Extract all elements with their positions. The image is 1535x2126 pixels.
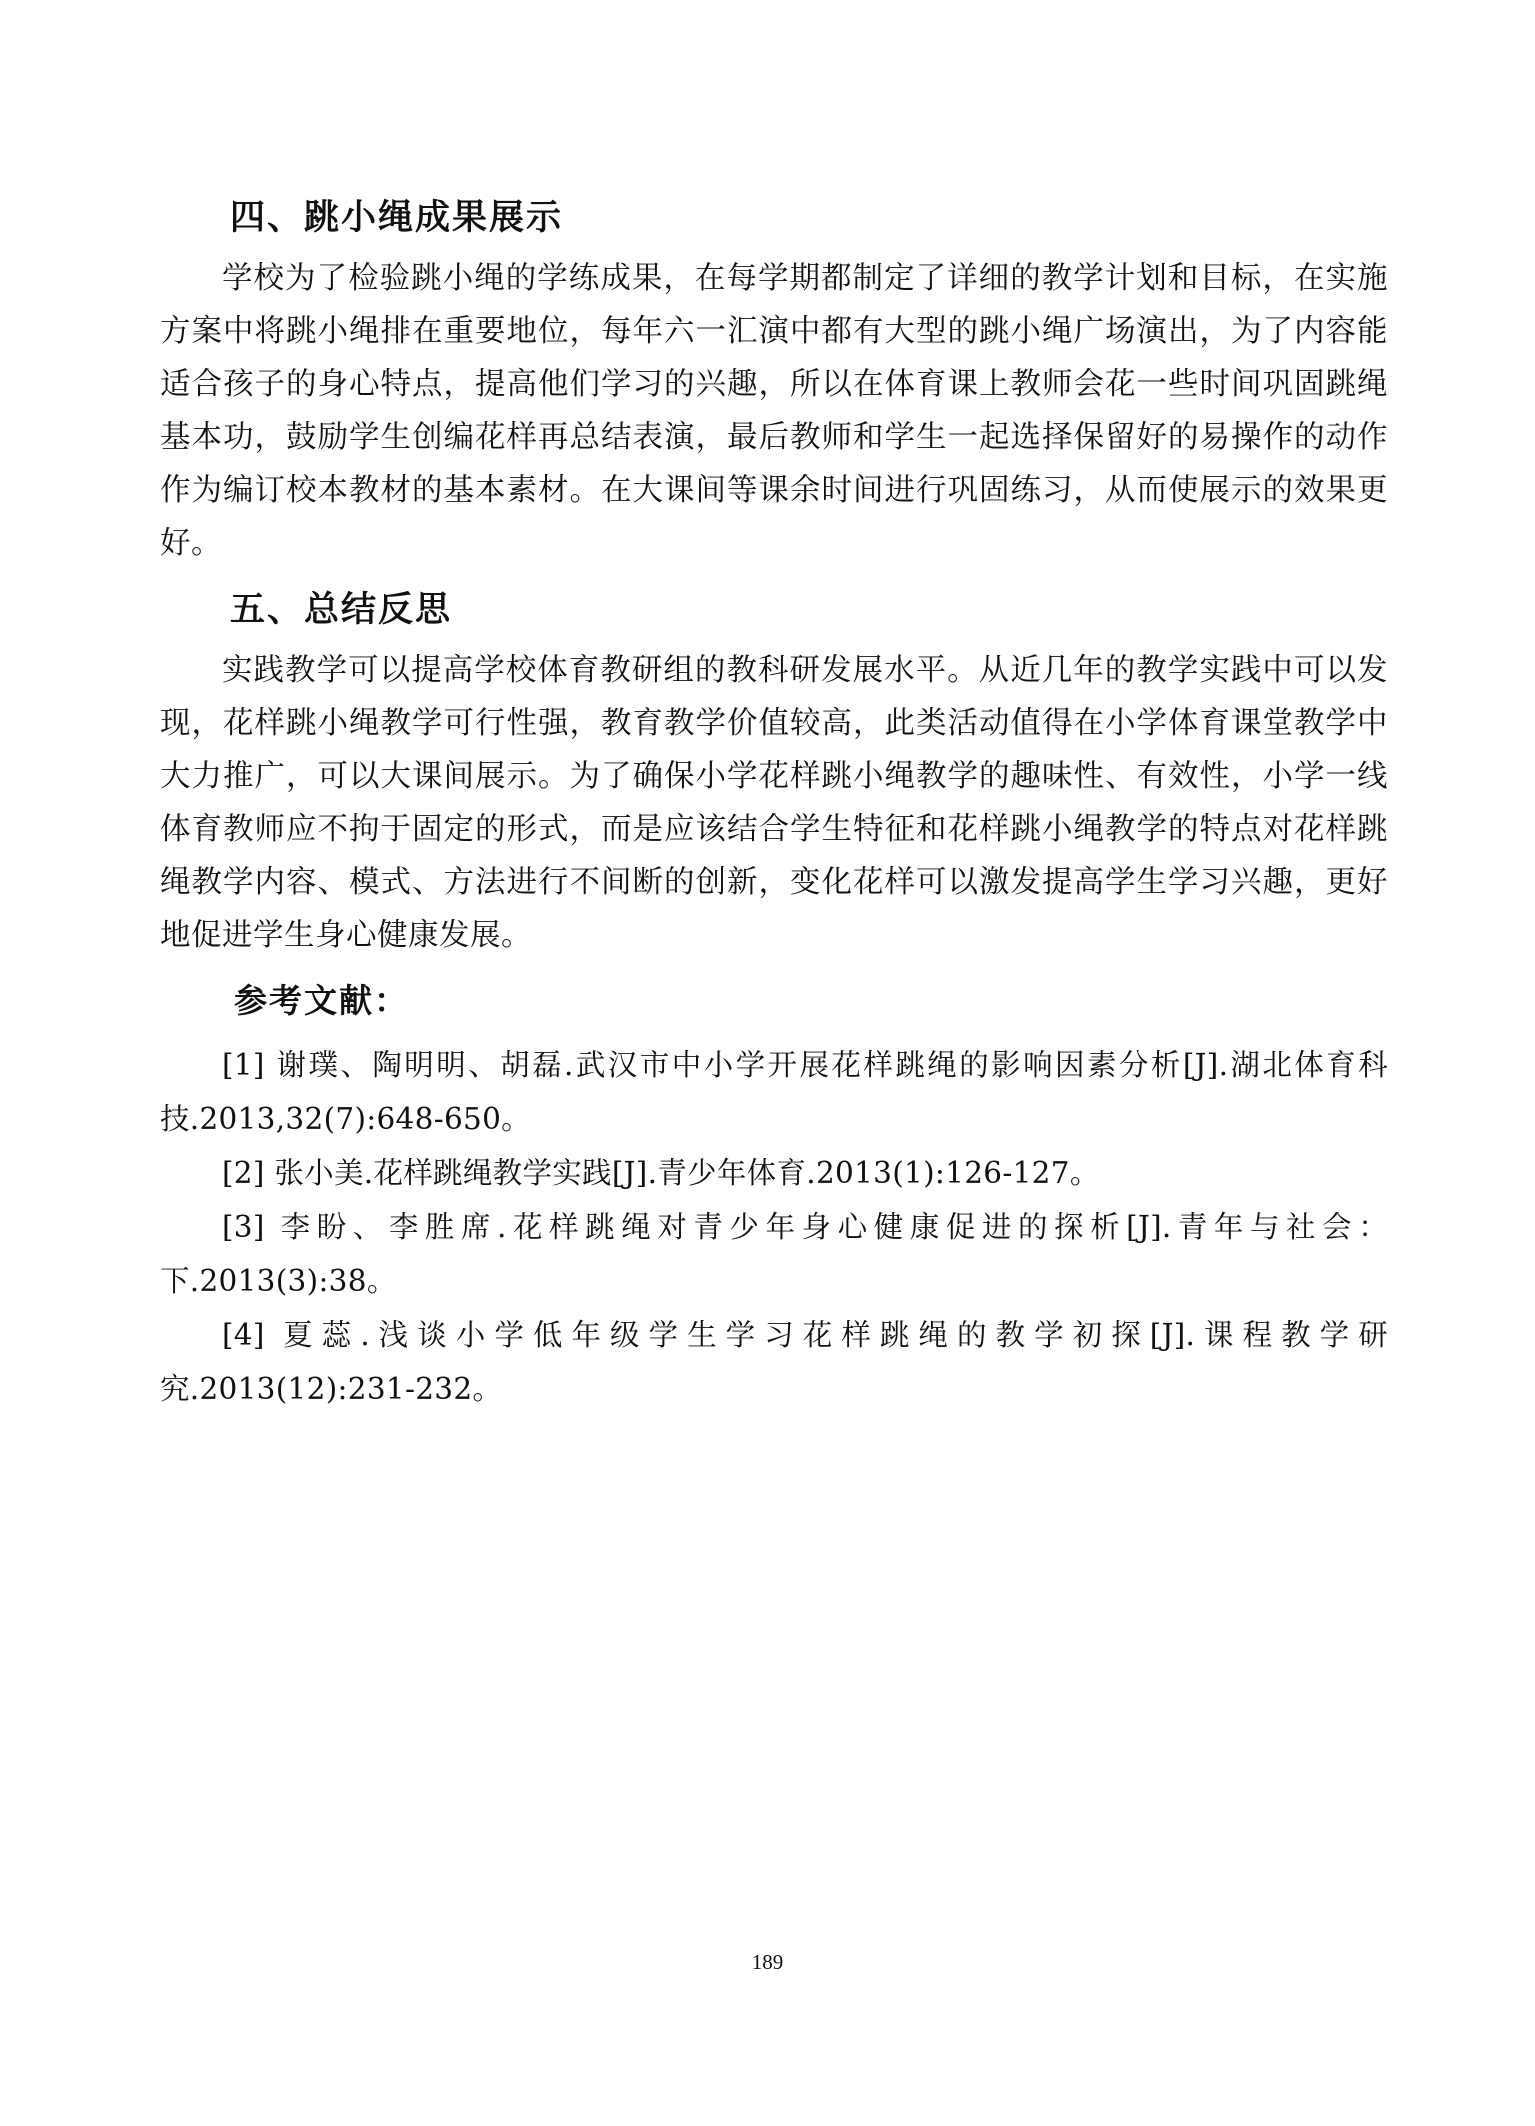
reference-item: [1] 谢璞、陶明明、胡磊.武汉市中小学开展花样跳绳的影响因素分析[J].湖北体育科技.2013,32(7):648-650。: [160, 1048, 1388, 1136]
page-number: 189: [751, 1950, 784, 1974]
section-title-achievements: 四、跳小绳成果展示: [230, 198, 564, 238]
section-paragraph-reflection: 实践教学可以提高学校体育教研组的教科研发展水平。从近几年的教学实践中可以发现，花样跳小绳教学可行性强，教育教学价值较高，此类活动值得在小学体育课堂教学中大力推广，可以大课间展示。为了确保小学花样跳小绳教学的趣味性、有效性，小学一线体育教师应不拘于固定的形式，而是应该结合学生特征和花样跳小绳教学的特点对花样跳绳教学内容、模式、方法进行不间断的创新，变化花样可以激发提高学生学习兴趣，更好地促进学生身心健康发展。: [160, 653, 1388, 953]
page-content: [160, 192, 1388, 1416]
section-paragraph-achievements: 学校为了检验跳小绳的学练成果，在每学期都制定了详细的教学计划和目标，在实施方案中将跳小绳排在重要地位，每年六一汇演中都有大型的跳小绳广场演出，为了内容能适合孩子的身心特点，提高他们学习的兴趣，所以在体育课上教师会花一些时间巩固跳绳基本功，鼓励学生创编花样再总结表演，最后教师和学生一起选择保留好的易操作的动作作为编订校本教材的基本素材。在大课间等课余时间进行巩固练习，从而使展示的效果更好。: [160, 261, 1388, 561]
section-title-reflection: 五、总结反思: [230, 590, 453, 630]
references-list: [160, 1038, 1388, 1416]
reference-item: [4] 夏蕊.浅谈小学低年级学生学习花样跳绳的教学初探[J].课程教学研究.2013(12):231-232。: [160, 1318, 1388, 1406]
reference-item: [3] 李盼、李胜席.花样跳绳对青少年身心健康促进的探析[J].青年与社会：下.2013(3):38。: [160, 1210, 1388, 1298]
references-title: 参考文献：: [234, 981, 409, 1020]
reference-item: [2] 张小美.花样跳绳教学实践[J].青少年体育.2013(1):126-127。: [222, 1156, 1100, 1190]
